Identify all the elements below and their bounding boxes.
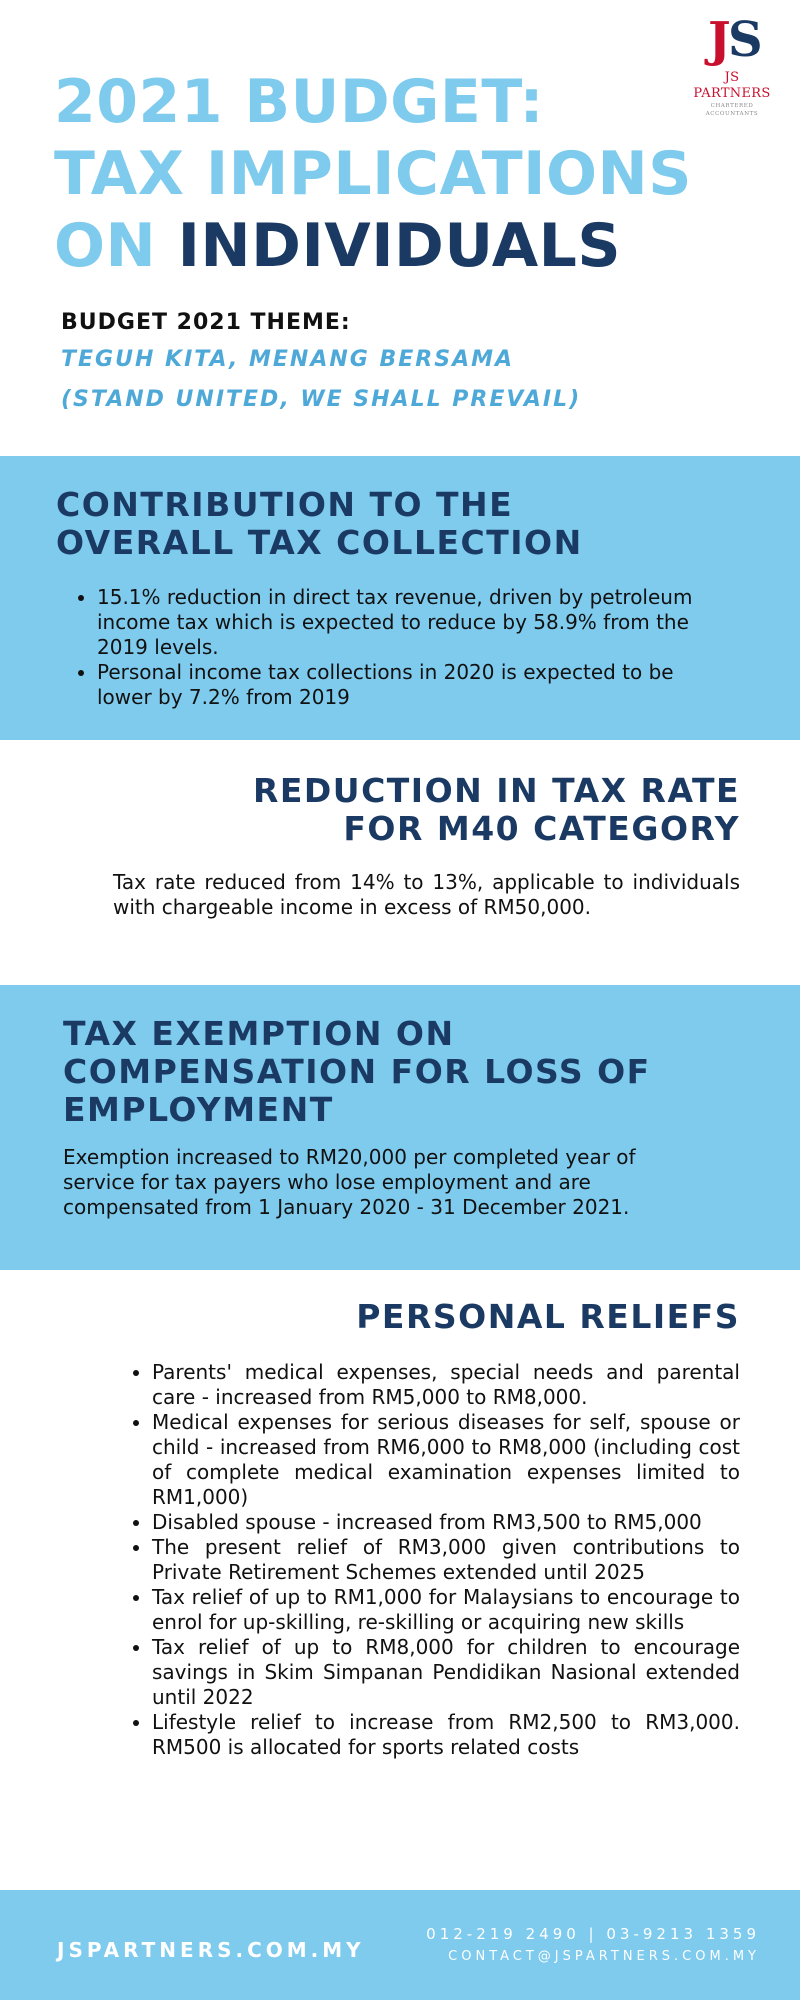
budget-theme	[61, 306, 701, 420]
logo-mark	[702, 12, 763, 68]
list-item: • The present relief of RM3,000 given contributions to Private Retirement Schemes extended until 2025	[152, 1535, 740, 1585]
website-link[interactable]: JSPARTNERS.COM.MY	[57, 1938, 365, 1962]
contribution-list	[69, 585, 709, 710]
theme-malay: TEGUH KITA, MENANG BERSAMA	[61, 347, 515, 372]
list-item: • 15.1% reduction in direct tax revenue, driven by petroleum income tax which is expected to reduce by 58.9% from the 2019 levels.	[97, 585, 709, 660]
exemption-section	[0, 985, 800, 1270]
contribution-heading	[56, 486, 583, 562]
reliefs-list	[124, 1360, 740, 1760]
logo-initial-j: J	[708, 12, 731, 68]
m40-section	[0, 740, 800, 985]
list-item: • Parents' medical expenses, special needs and parental care - increased from RM5,000 to RM8,000.	[152, 1360, 740, 1410]
exemption-heading	[63, 1015, 651, 1129]
title-on: ON	[54, 211, 178, 281]
contribution-heading-line-2: OVERALL TAX COLLECTION	[56, 523, 583, 562]
theme-label: BUDGET 2021 THEME:	[61, 310, 351, 335]
exemption-heading-line-1: TAX EXEMPTION ON	[63, 1014, 455, 1053]
contribution-section	[0, 456, 800, 740]
m40-heading-line-1: REDUCTION IN TAX RATE	[252, 771, 740, 810]
exemption-heading-line-3: EMPLOYMENT	[63, 1090, 334, 1129]
list-item: • Disabled spouse - increased from RM3,500 to RM5,000	[152, 1510, 740, 1535]
reliefs-heading: PERSONAL RELIEFS	[356, 1297, 740, 1336]
list-item: • Tax relief of up to RM8,000 for children to encourage savings in Skim Simpanan Pendidikan Nasional extended until 2022	[152, 1635, 740, 1710]
theme-english: (STAND UNITED, WE SHALL PREVAIL)	[61, 387, 582, 412]
title-line-3	[54, 210, 734, 282]
title-individuals: INDIVIDUALS	[177, 211, 622, 281]
list-item: • Medical expenses for serious diseases for self, spouse or child - increased from RM6,000 to RM8,000 (including cost of complete medical examination expenses limited to RM1,000)	[152, 1410, 740, 1510]
contribution-heading-line-1: CONTRIBUTION TO THE	[56, 485, 514, 524]
logo-tagline: CHARTERED ACCOUNTANTS	[705, 103, 759, 117]
reliefs-section	[0, 1270, 800, 1890]
list-item: • Tax relief of up to RM1,000 for Malaysians to encourage to enrol for up-skilling, re-skilling or acquiring new skills	[152, 1585, 740, 1635]
phone-numbers[interactable]: 012-219 2490 | 03-9213 1359	[426, 1925, 760, 1943]
m40-heading	[253, 772, 740, 848]
title-line-2: TAX IMPLICATIONS	[54, 139, 692, 209]
logo-initial-s: S	[728, 12, 763, 68]
m40-heading-line-2: FOR M40 CATEGORY	[343, 809, 740, 848]
list-item: • Personal income tax collections in 2020 is expected to be lower by 7.2% from 2019	[97, 660, 709, 710]
m40-text: Tax rate reduced from 14% to 13%, applicable to individuals with chargeable income in excess of RM50,000.	[113, 870, 740, 919]
exemption-heading-line-2: COMPENSATION FOR LOSS OF	[63, 1052, 651, 1091]
exemption-text: Exemption increased to RM20,000 per completed year of service for tax payers who lose employment and are compensated from 1 January 2020 - 31 December 2021.	[63, 1145, 636, 1219]
footer-contact	[426, 1922, 760, 1968]
main-title	[54, 66, 734, 282]
list-item: • Lifestyle relief to increase from RM2,500 to RM3,000. RM500 is allocated for sports related costs	[152, 1710, 740, 1760]
logo-name: JS PARTNERS	[693, 70, 771, 101]
title-line-1: 2021 BUDGET:	[54, 67, 545, 137]
email-link[interactable]: CONTACT@JSPARTNERS.COM.MY	[448, 1949, 760, 1964]
